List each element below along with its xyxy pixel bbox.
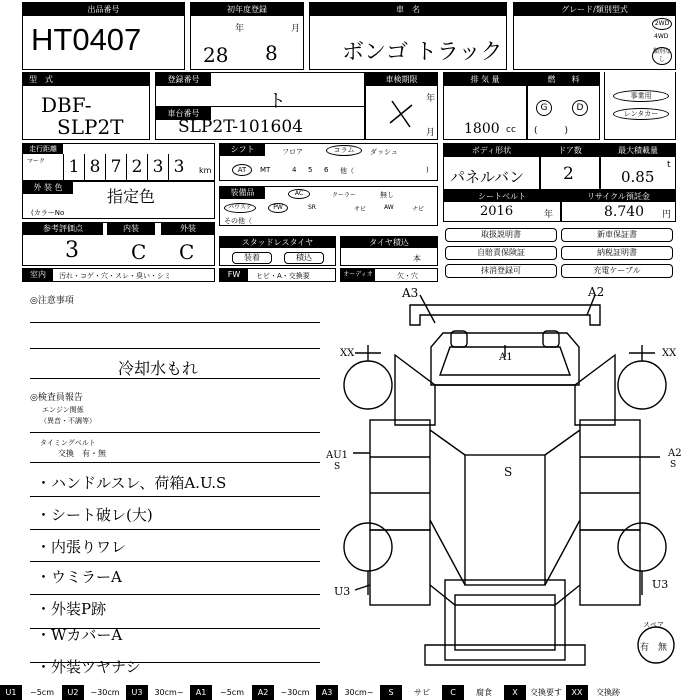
legend-desc: 交換要す [530, 688, 562, 697]
model-type-label: 型 式 [23, 73, 149, 86]
inspector-item-2: ・シート破レ(大) [36, 506, 153, 524]
shift-dash-option: ダッシュ [370, 148, 398, 156]
studless-box [219, 236, 336, 266]
inspector-line-3 [30, 496, 320, 497]
grade-2wd-option: 2WD [652, 18, 672, 30]
interior-row-items: 汚れ・コゲ・穴・スレ・臭い・シミ [59, 272, 171, 280]
mileage-digit: 7 [105, 154, 126, 180]
spare-tire-label: スペア [643, 621, 664, 629]
first-registration-box [190, 2, 304, 70]
mileage-digit: 2 [126, 154, 147, 180]
legend-desc: サビ [414, 688, 430, 697]
evaluation-total-value: 3 [65, 238, 79, 263]
inspection-cross-mark [386, 93, 416, 133]
legend-desc: ~30cm [90, 688, 120, 697]
registration-number-box [155, 72, 365, 140]
equipment-navi-option: ナビ [412, 206, 425, 213]
inspector-line-4 [30, 529, 320, 530]
inspector-item-3: ・内張りワレ [36, 538, 127, 556]
legend-desc: 30cm~ [154, 688, 184, 697]
mileage-unit: km [199, 166, 212, 175]
equipment-pw-option: PW [268, 203, 288, 213]
registration-number-label: 登録番号 [156, 73, 211, 86]
max-load-box [600, 143, 676, 190]
recycle-label: リサイクル預託金 [562, 191, 675, 202]
inspector-item-4: ・ウミラーA [36, 568, 122, 586]
legend-key: S [380, 685, 402, 700]
grade-4wd-option: 4WD [654, 33, 669, 40]
evaluation-total-label: 参考評価点 [23, 223, 103, 235]
shift-label: シフト [220, 144, 265, 156]
displacement-box [443, 72, 527, 140]
damage-mark-u3-rear-right: U3 [652, 578, 669, 591]
damage-mark-s-center: S [504, 465, 513, 479]
notes-line-2 [30, 348, 320, 349]
model-type-line1: DBF- [41, 93, 92, 117]
notes-label: ◎注意事項 [30, 296, 74, 306]
interior-row-label: 室内 [23, 269, 53, 281]
seatbelt-label: シートベルト [444, 191, 560, 202]
audio-row-items: 欠・穴 [397, 272, 418, 280]
evaluation-interior-label: 内装 [107, 223, 155, 235]
car-name-label: 車 名 [310, 3, 506, 16]
fuel-other: ( ) [534, 126, 569, 136]
month-unit: 月 [291, 24, 301, 34]
mileage-mark-label: マーク [27, 158, 46, 165]
fuel-box [527, 72, 600, 140]
doors-label: ドア数 [541, 144, 599, 157]
notes-value: 冷却水もれ [118, 359, 199, 378]
spare-tire-options: 有 無 [640, 643, 668, 653]
doc-charging-cable: 充電ケーブル [561, 264, 673, 278]
grade-label: グレード/類別型式 [514, 3, 675, 16]
equipment-label: 装備品 [220, 187, 265, 199]
shift-floor-option: フロア [282, 148, 303, 156]
legend-desc: 30cm~ [344, 688, 374, 697]
damage-mark-xx-front-right: XX [662, 348, 677, 359]
mileage-digit: 3 [168, 154, 189, 180]
recycle-value: 8.740 [604, 204, 645, 220]
lot-number-label: 出品番号 [23, 3, 184, 16]
inspection-month-unit: 月 [426, 128, 436, 138]
doors-value: 2 [563, 164, 574, 184]
studless-label: スタッドレスタイヤ [220, 237, 335, 248]
inspector-item-5: ・外装P跡 [36, 600, 107, 618]
equipment-other-label: その他（ [224, 217, 252, 225]
body-shape-value: パネルバン [450, 168, 524, 186]
equipment-aw-option: AW [384, 204, 394, 211]
studless-mounted-option: 装着 [232, 252, 272, 264]
seatbelt-value: 2016 [480, 204, 514, 219]
max-load-label: 最大積載量 [601, 144, 675, 157]
inspector-label: ◎検査員報告 [30, 393, 83, 403]
registration-number-value: ト [268, 91, 286, 112]
color-number-label: (カラーNo [31, 209, 65, 217]
damage-mark-a2-right: A2 [668, 448, 682, 459]
grade-none-option: 類別なし [653, 48, 672, 63]
legend-key: A2 [252, 685, 274, 700]
equipment-cooler-option: クーラー [332, 192, 357, 199]
inspection-box [365, 72, 438, 140]
recycle-unit: 円 [662, 210, 672, 220]
legend-key: U1 [0, 685, 22, 700]
fuel-diesel-option: D [572, 100, 588, 116]
equipment-box [219, 186, 438, 226]
fw-row-items: ヒビ・A・交換要 [256, 272, 310, 280]
evaluation-exterior-value: C [179, 240, 195, 264]
model-type-line2: SLP2T [57, 115, 124, 139]
max-load-unit: t [667, 160, 671, 170]
legend-key: XX [566, 685, 588, 700]
evaluation-exterior-label: 外装 [161, 223, 215, 235]
mileage-digit: 8 [84, 154, 105, 180]
model-type-box [22, 72, 150, 140]
car-name-value: ボンゴ トラック [342, 40, 503, 65]
shift-5-option: 5 [308, 166, 313, 174]
first-registration-year: 28 [203, 43, 229, 67]
legend-key: A1 [190, 685, 212, 700]
shift-column-option: コラム [326, 145, 362, 156]
studless-loaded-option: 積込 [284, 252, 324, 264]
displacement-unit: cc [506, 125, 516, 135]
grade-box [513, 2, 676, 70]
shift-6-option: 6 [324, 166, 329, 174]
exterior-color-value: 指定色 [107, 187, 156, 206]
shift-at-option: AT [232, 164, 252, 176]
legend-key: X [504, 685, 526, 700]
legend-desc: ~30cm [280, 688, 310, 697]
damage-mark-a1-windshield: A1 [499, 352, 513, 363]
equipment-none-option: 無し [380, 191, 394, 199]
fuel-label: 燃 料 [528, 73, 599, 86]
equipment-rust-option: サビ [354, 206, 367, 213]
lot-number-value: HT0407 [31, 22, 142, 57]
damage-mark-s-left: S [334, 462, 341, 472]
car-name-box [309, 2, 507, 70]
equipment-ac-option: AC [288, 189, 310, 199]
shift-mt-option: MT [260, 166, 271, 174]
legend-desc: 交換跡 [596, 688, 620, 697]
fw-row-label: FW [220, 269, 248, 281]
inspector-line-5 [30, 561, 320, 562]
year-unit: 年 [235, 24, 245, 34]
doc-manual: 取扱説明書 [445, 228, 557, 242]
tire-load-box [340, 236, 438, 266]
doc-insurance: 自賠責保険証 [445, 246, 557, 260]
legend-desc: ~5cm [220, 688, 244, 697]
usage-box [604, 72, 676, 140]
equipment-sr-option: SR [308, 204, 316, 211]
damage-legend [0, 685, 700, 700]
fuel-gasoline-option: G [536, 100, 552, 116]
shift-4-option: 4 [292, 166, 297, 174]
inspector-line-1 [30, 432, 320, 433]
inspector-line-2 [30, 462, 320, 463]
shift-box [219, 143, 438, 181]
usage-business-option: 事業用 [613, 90, 669, 102]
shift-other-option: 他（ [340, 167, 354, 175]
legend-desc: ~5cm [30, 688, 54, 697]
first-registration-month: 8 [265, 41, 278, 65]
doc-tax: 納税証明書 [561, 246, 673, 260]
doc-deregistration: 抹消登録可 [445, 264, 557, 278]
mileage-digit: 3 [147, 154, 168, 180]
interior-row [22, 268, 215, 282]
legend-key: C [442, 685, 464, 700]
timing-belt-options: 交換 有・無 [58, 449, 106, 458]
damage-mark-a3-front-left: A3 [402, 286, 419, 300]
seatbelt-unit: 年 [544, 210, 554, 220]
audio-row-label: オーディオ [341, 269, 375, 281]
damage-mark-a2-front-right: A2 [588, 285, 605, 299]
evaluation-interior-value: C [131, 240, 147, 264]
damage-mark-u3-rear-left: U3 [334, 585, 351, 598]
inspector-item-1: ・ハンドルスレ、荷箱A.U.S [36, 474, 227, 492]
mileage-digit: 1 [63, 154, 84, 180]
engine-label: エンジン関係 [42, 406, 84, 414]
damage-mark-xx-front-left: XX [340, 348, 355, 359]
usage-rental-option: レンタカー [613, 108, 669, 120]
inspector-line-6 [30, 594, 320, 595]
damage-mark-au1-left: AU1 [326, 450, 349, 461]
inspector-item-7: ・外装ツヤナシ [36, 658, 141, 676]
doc-warranty: 新車保証書 [561, 228, 673, 242]
shift-other-close: ) [426, 166, 429, 174]
legend-desc: 腐食 [476, 688, 492, 697]
exterior-color-label: 外 装 色 [23, 182, 73, 194]
recycle-box [561, 190, 676, 222]
fw-row [219, 268, 336, 282]
max-load-value: 0.85 [621, 168, 655, 186]
audio-row [340, 268, 438, 282]
engine-sublabel: （異音・不調等） [40, 417, 96, 425]
equipment-ps-option: パワステ [224, 203, 256, 213]
tire-load-label: タイヤ積込 [341, 237, 437, 248]
legend-key: U2 [62, 685, 84, 700]
body-shape-box [443, 143, 540, 190]
exterior-color-box [22, 181, 215, 219]
doors-box [540, 143, 600, 190]
mileage-box [22, 143, 215, 181]
seatbelt-box [443, 190, 561, 222]
documents-box [443, 226, 676, 282]
damage-mark-s-right: S [670, 460, 677, 470]
body-shape-label: ボディ形状 [444, 144, 539, 157]
mileage-label: 走行距離 [23, 144, 63, 154]
timing-belt-label: タイミングベルト [40, 439, 96, 447]
notes-line-1 [30, 322, 320, 323]
first-registration-label: 初年度登録 [191, 3, 303, 16]
inspector-item-6: ・WカバーA [36, 626, 123, 644]
legend-key: U3 [126, 685, 148, 700]
chassis-number-value: SLP2T-101604 [178, 117, 303, 137]
displacement-label: 排 気 量 [444, 73, 526, 86]
inspection-year-unit: 年 [426, 94, 436, 104]
chassis-number-label: 車台番号 [156, 107, 211, 120]
tire-load-unit: 本 [413, 254, 421, 263]
legend-key: A3 [316, 685, 338, 700]
inspection-label: 車検期限 [366, 73, 437, 86]
displacement-value: 1800 [464, 121, 500, 137]
evaluation-box [22, 222, 215, 266]
